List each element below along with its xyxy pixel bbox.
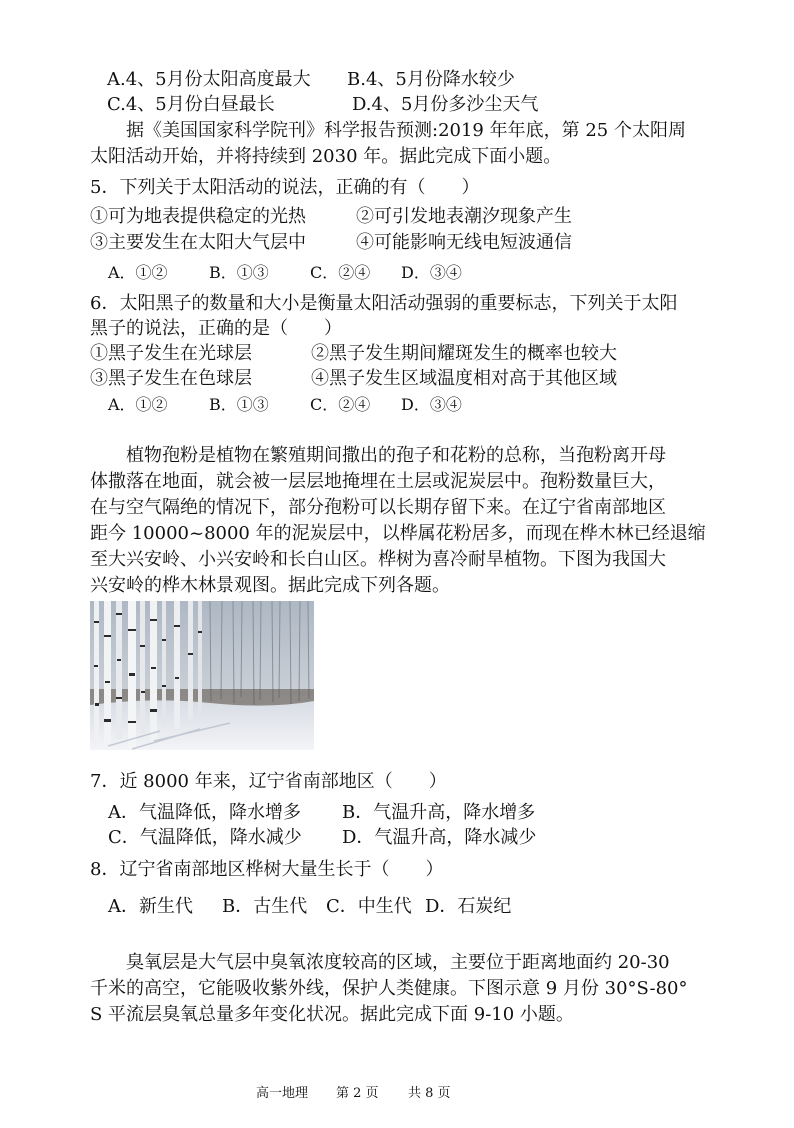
q6-stem-line-1: 6．太阳黑子的数量和大小是衡量太阳活动强弱的重要标志，下列关于太阳 [90,293,678,314]
passage-ozone-line-3: S 平流层臭氧总量多年变化状况。据此完成下面 9-10 小题。 [90,1004,574,1025]
passage-pollen-line-6: 兴安岭的桦木林景观图。据此完成下列各题。 [90,575,450,596]
footer-subject: 高一地理 [256,1086,309,1101]
q5-choice-a: A．①② [108,263,168,282]
q5-item-1: ①可为地表提供稳定的光热 [90,206,306,227]
q5-item-2: ②可引发地表潮汐现象产生 [356,206,572,227]
q6-choice-b: B．①③ [209,395,269,414]
q6-choice-a: A．①② [108,395,168,414]
q6-item-3: ③黑子发生在色球层 [90,368,252,389]
passage-pollen-line-2: 体撒落在地面，就会被一层层地掩埋在土层或泥炭层中。孢粉数量巨大， [90,471,666,492]
passage-pollen-line-5: 至大兴安岭、小兴安岭和长白山区。桦树为喜冷耐旱植物。下图为我国大 [90,549,666,570]
q5-choice-d: D．③④ [401,263,462,282]
q5-choice-c: C．②④ [310,263,371,282]
passage-ozone-line-1: 臭氧层是大气层中臭氧浓度较高的区域，主要位于距离地面约 20-30 [126,952,670,973]
passage-pollen-line-3: 在与空气隔绝的情况下，部分孢粉可以长期存留下来。在辽宁省南部地区 [90,497,666,518]
passage-ozone-line-2: 千米的高空，它能吸收紫外线，保护人类健康。下图示意 9 月份 30°S-80° [90,978,688,999]
q8-choice-c: C．中生代 [326,896,412,917]
q5-stem: 5．下列关于太阳活动的说法，正确的有（ ） [90,177,480,198]
q5-item-4: ④可能影响无线电短波通信 [356,232,572,253]
passage-sun-line-2: 太阳活动开始，并将持续到 2030 年。据此完成下面小题。 [90,146,562,167]
q6-item-2: ②黑子发生期间耀斑发生的概率也较大 [311,343,617,364]
q8-choice-b: B．古生代 [222,896,308,917]
q6-stem-line-2: 黑子的说法，正确的是（ ） [90,318,342,339]
q6-choice-c: C．②④ [310,395,371,414]
q7-choice-a: A．气温降低，降水增多 [108,802,301,823]
q4-option-d: D.4、5月份多沙尘天气 [352,94,539,115]
q5-item-3: ③主要发生在太阳大气层中 [90,232,306,253]
passage-sun-line-1: 据《美国国家科学院刊》科学报告预测:2019 年年底，第 25 个太阳周 [126,120,686,141]
q8-stem: 8．辽宁省南部地区桦树大量生长于（ ） [90,859,444,880]
q4-option-b: B.4、5月份降水较少 [347,69,515,90]
q7-choice-c: C．气温降低，降水减少 [108,827,302,848]
q6-item-4: ④黑子发生区域温度相对高于其他区域 [311,368,617,389]
passage-pollen-line-4: 距今 10000~8000 年的泥炭层中，以桦属花粉居多，而现在桦木林已经退缩 [90,523,706,544]
q7-stem: 7．近 8000 年来，辽宁省南部地区（ ） [90,771,447,792]
q6-item-1: ①黑子发生在光球层 [90,343,252,364]
q8-choice-a: A．新生代 [108,896,193,917]
footer-total-pages: 共 8 页 [408,1086,451,1101]
q6-choice-d: D．③④ [401,395,462,414]
birch-forest-photo [90,601,314,750]
footer-page-number: 第 2 页 [336,1086,379,1101]
q8-choice-d: D．石炭纪 [425,896,512,917]
q4-option-a: A.4、5月份太阳高度最大 [107,69,311,90]
q4-option-c: C.4、5月份白昼最长 [107,94,275,115]
q7-choice-d: D．气温升高，降水减少 [342,827,537,848]
q5-choice-b: B．①③ [209,263,269,282]
passage-pollen-line-1: 植物孢粉是植物在繁殖期间撒出的孢子和花粉的总称，当孢粉离开母 [126,445,666,466]
q7-choice-b: B．气温升高，降水增多 [342,802,536,823]
